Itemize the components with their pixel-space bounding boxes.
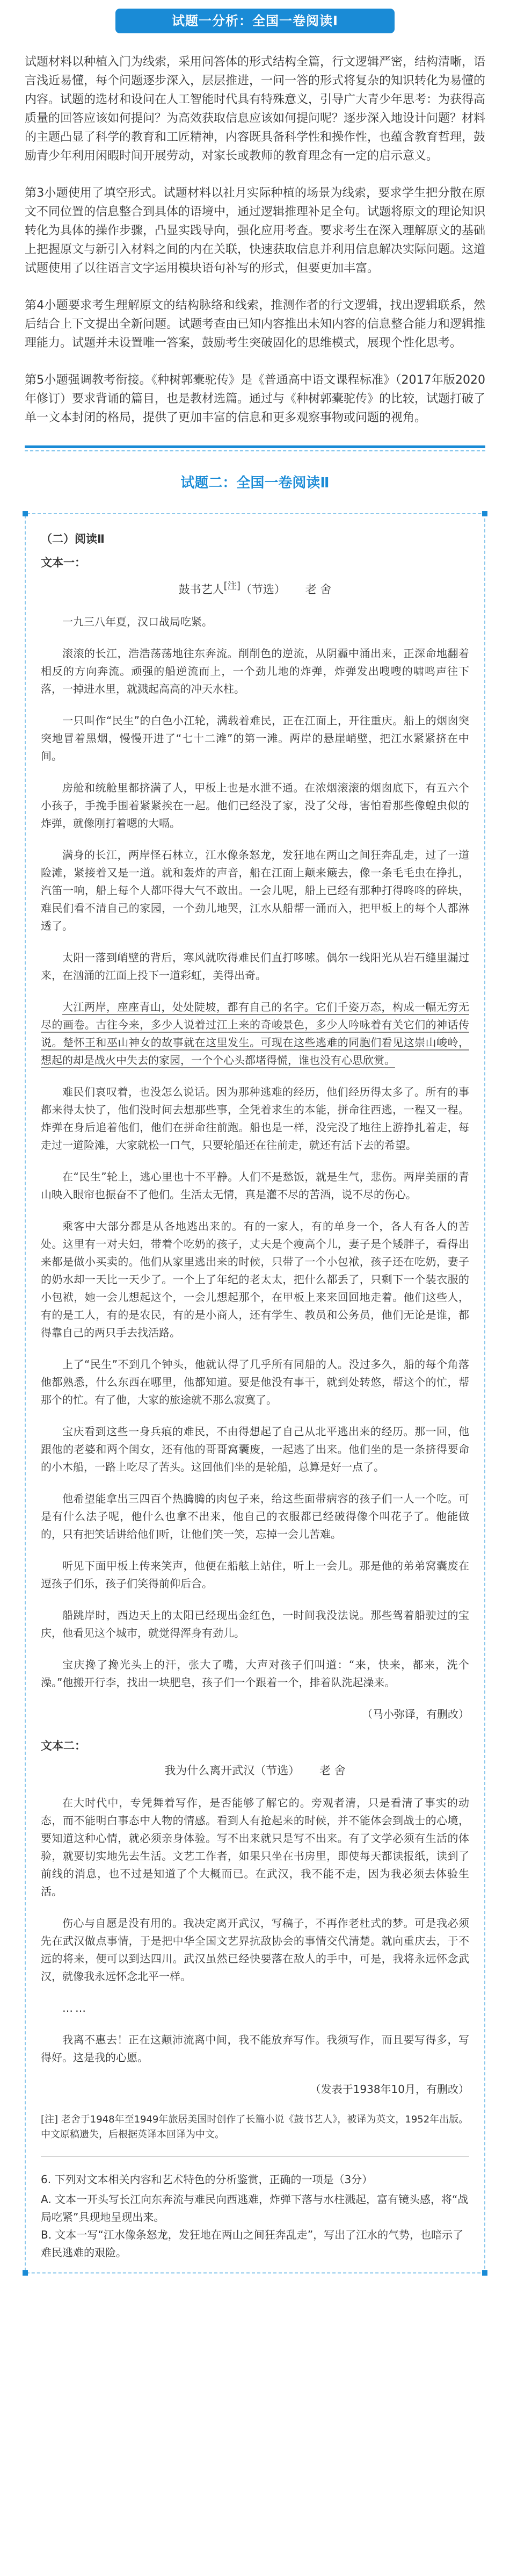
text1-paragraph: 船跳岸时，西边天上的太阳已经现出金红色，一时间我没法说。那些驾着船驶过的宝庆，他看见这个城市，就觉得浑身有劲儿。	[41, 1609, 469, 1639]
text2-title	[41, 1762, 469, 1778]
reading-passage-card	[25, 513, 485, 2273]
text1-paragraph: 他希望能拿出三四百个热腾腾的肉包子来，给这些面带病容的孩子们一人一个吃。可是有什么法子呢，他什么也拿不出来，他自己的衣服都已经破得像个叫花子了。他能做的，只有把笑话讲给他们听，让他们笑一笑，忘掉一会儿苦难。	[41, 1492, 469, 1541]
analysis-text	[25, 53, 485, 427]
divider-line	[41, 2156, 469, 2157]
text2-body	[41, 1794, 469, 2098]
text1-paragraph: 滚滚的长江，浩浩荡荡地往东奔流。削削色的逆流，从阴霾中涌出来，正深命地翻着相反的方向奔流。顽强的船逆流而上，一个劲儿地的炸弹，炸弹发出嗖嗖的啸鸣声往下落，一掉进水里，就溅起高高的冲天水柱。	[41, 647, 469, 695]
text1-author: 老 舍	[305, 583, 332, 596]
text1-paragraph: 太阳一落到峭壁的背后，寒风就吹得难民们直打哆嗦。偶尔一线阳光从岩石缝里漏过来，在汹涌的江面上投下一道彩虹，美得出奇。	[41, 951, 469, 982]
text1-paragraph: 听见下面甲板上传来笑声，他便在船舷上站住，听上一会儿。那是他的弟弟窝囊废在逗孩子们乐，孩子们笑得前仰后合。	[41, 1559, 469, 1590]
analysis-paragraph-2: 第3小题使用了填空形式。试题材料以社月实际种植的场景为线索，要求学生把分散在原文不同位置的信息整合到具体的语境中，通过逻辑推理补足全句。试题将原文的理论知识转化为具体的操作步骤，凸显实践导向，强化应用考查。要求考生在深入理解原文的基础上把握原文与新引入材料之间的内在关联，快速获取信息并利用信息解决实际问题。这道试题使用了以往语言文字运用模块语句补写的形式，但要更加丰富。	[25, 186, 486, 275]
section1-banner: 试题一分析：全国一卷阅读Ⅰ	[115, 9, 395, 33]
analysis-paragraph-1: 试题材料以种植入门为线索，采用问答体的形式结构全篇，行文逻辑严密，结构清晰，语言浅近易懂，每个问题逐步深入，层层推进，一问一答的形式将复杂的知识转化为易懂的内容。试题的选材和设问在人工智能时代具有特殊意义，引导广大青少年思考：为获得高质量的回答应该如何提问？为高效获取信息应该如何提问呢？逐步深入地设计问题？材料的主题凸显了科学的教育和工匠精神，内容既具备科学性和操作性，也蕴含教育哲理，鼓励青少年利用闲暇时间开展劳动，对家长或教师的教育理念有一定的启示意义。	[25, 55, 486, 163]
text1-paragraph: 上了“民生”不到几个钟头，他就认得了几乎所有同船的人。没过多久，船的每个角落他都熟悉，什么东西在哪里，他都知道。要是他没有事干，就到处转悠，帮这个的忙，帮那个的忙。有了他，大家的旅途就不那么寂寞了。	[41, 1358, 469, 1406]
text1-title	[41, 579, 469, 597]
reading-section-heading: （二）阅读Ⅱ	[41, 533, 105, 545]
corner-marker	[482, 511, 487, 516]
text1-paragraph: 一九三八年夏，汉口战局吃紧。	[62, 615, 213, 628]
text2-title-main: 我为什么离开武汉（节选）	[164, 1764, 300, 1777]
text2-paragraph: 我离不惠去！正在这颠沛流离中间，我不能放弃写作。我须写作，而且要写得多，写得好。这是我的心愿。	[41, 2033, 469, 2064]
text2-paragraph: 伤心与自愿是没有用的。我决定离开武汉，写稿子，不再作老杜式的梦。可是我必须先在武汉做点事情，于是把中华全国文艺界抗敌协会的事情交代清楚。就向重庆去，于不远的将来，便可以到达四川。武汉虽然已经快要落在敌人的手中，可是，我将永远怀念武汉，就像我永远怀念北平一样。	[41, 1917, 469, 1983]
corner-marker	[23, 2270, 28, 2276]
option-b: B. 文本一写“江水像条怒龙，发狂地在两山之间狂奔乱走”，写出了江水的气势，也暗示了难民逃难的艰险。	[41, 2228, 464, 2259]
analysis-paragraph-3: 第4小题要求考生理解原文的结构脉络和线索，推测作者的行文逻辑，找出逻辑联系，然后结合上下文提出全新问题。试题考查由已知内容推出未知内容的信息整合能力和逻辑推理能力。试题并未设置唯一答案，鼓励考生突破固化的思维模式，展现个性化思考。	[25, 299, 486, 350]
text1-excerpt: （节选）	[240, 583, 286, 596]
text2-date: （发表于1938年10月，有删改）	[310, 2083, 469, 2096]
text1-note-ref: [注]	[223, 581, 241, 592]
text1-body	[41, 613, 469, 1723]
option-a: A. 文本一开头写长江向东奔流与难民向西逃难，炸弹下落与水柱溅起，富有镜头感，将“战局吃紧”具现地呈现出来。	[41, 2193, 469, 2224]
corner-marker	[23, 511, 28, 516]
text2-paragraph: 在大时代中，专凭舞着写作，是否能够了解它的。旁观者清，只是看清了事实的动态，而不能明白事态中人物的情感。看到人有抢起来的时候，并不能体会到战士的心境，要知道这种心情，就必须亲身体验。写不出来就只是写不出来。有了文学必须有生活的体验，就要切实地先去生活。文艺工作者，如果只坐在书房里，即使每天都读报纸，读到了前线的消息，也不过是知道了个大概而已。在武汉，我不能不走，因为我必须去体验生活。	[41, 1796, 469, 1898]
question-6: 6. 下列对文本相关内容和艺术特色的分析鉴赏，正确的一项是（3分）	[41, 2173, 373, 2186]
footnote: [注] 老舍于1948年至1949年旅居美国时创作了长篇小说《鼓书艺人》，被译为英文，1952年出版。中文原稿遗失，后根据英译本回译为中文。	[41, 2114, 469, 2140]
text1-paragraph: 宝庆看到这些一身兵痕的难民，不由得想起了自己从北平逃出来的经历。那一回，他跟他的老婆和两个闺女，还有他的哥哥窝囊废，一起逃了出来。他们坐的是一条挤得要命的小木船，一路上吃尽了苦头。这回他们坐的是轮船，总算是好一点了。	[41, 1425, 469, 1473]
corner-marker	[482, 2270, 487, 2276]
section-divider	[25, 445, 485, 448]
text1-paragraph: 难民们哀叹着，也没怎么说话。因为那种逃难的经历，他们经历得太多了。所有的事都来得太快了，他们没时间去想那些事，全凭着求生的本能，拼命往西逃，一程又一程。炸弹在身后追着他们，他们在拼命往前跑。船也是一样，没完没了地往上游挣扎着走，每走过一道险滩，大家就松一口气，只要轮船还在往前走，就还有活下去的希望。	[41, 1085, 469, 1152]
text1-source: （马小弥译，有删改）	[362, 1708, 469, 1721]
text1-paragraph: 乘客中大部分都是从各地逃出来的。有的一家人，有的单身一个，各人有各人的苦处。这里有一对夫妇，带着个吃奶的孩子，丈夫是个瘦高个儿，妻子是个矮胖子，看得出来都是做小买卖的。他们从家里逃出来的时候，只带了一个小包袱，孩子还在吃奶，妻子的奶水却一天比一天少了。一个上了年纪的老太太，把什么都丢了，只剩下一个装衣服的小包袱，她一会儿想起这个，一会儿想起那个，在甲板上来来回回地走着。他们这些人，有的是工人，有的是农民，有的是小商人，还有学生、教员和公务员，他们无论是谁，都得靠自己的两只手去找活路。	[41, 1220, 469, 1339]
text1-title-main: 鼓书艺人	[178, 583, 224, 596]
text2-author: 老 舍	[319, 1764, 346, 1777]
text1-paragraph: 在“民生”轮上，逃心里也十不平静。人们不是愁饭，就是生气，悲伤。两岸美丽的青山映入眼帘也振奋不了他们。生活太无情，真是灌不尽的苦酒，说不尽的伤心。	[41, 1170, 469, 1201]
text1-paragraph: 满身的长江，两岸怪石林立，江水像条怒龙，发狂地在两山之间狂奔乱走，过了一道险滩，紧接着又是一道。就和轰炸的声音，船在江面上颠来簸去，像一条毛毛虫在挣扎，汽笛一响，船上每个人都吓得大气不敢出。一会儿呢，船上已经有那种打得咚咚的碎块，难民们看不清自己的家园，一个劲儿地哭，江水从船帮一涌而入，把甲板上的每个人都淋透了。	[41, 848, 469, 932]
text1-paragraph: 房舱和统舱里都挤满了人，甲板上也是水泄不通。在浓烟滚滚的烟囱底下，有五六个小孩子，手挽手围着紧紧挨在一起。他们已经没了家，没了父母，害怕看那些像蝗虫似的炸弹，就像刚打着嗯的大嗝。	[41, 781, 469, 830]
text1-paragraph: 一只叫作“民生”的白色小江轮，满载着难民，正在江面上，开往重庆。船上的烟囱突突地冒着黑烟，慢慢开进了“七十二滩”的第一滩。两岸的悬崖峭壁，把江水紧紧挤在中间。	[41, 714, 469, 762]
analysis-paragraph-4: 第5小题强调教考衔接。《种树郭橐驼传》是《普通高中语文课程标准》（2017年版2020年修订）要求背诵的篇目，也是教材选篇。通过与《种树郭橐驼传》的比较，试题打破了单一文本封闭的格局，提供了更加丰富的信息和更多观察事物或问题的视角。	[25, 373, 486, 424]
text2-ellipsis: ……	[62, 2002, 88, 2014]
text1-paragraph-underlined: 大江两岸，座座青山，处处陡坡，都有自己的名字。它们千姿万态，构成一幅无穷无尽的画卷。古往今来，多少人说着过江上来的奇峻景色，多少人吟咏着有关它们的神话传说。楚怀王和巫山神女的故事就在这里发生。可现在这些逃难的同胞们看见这崇山峻岭，想起的却是战火中失去的家园，一个个心头都堵得慌，谁也没有心思欣赏。	[41, 1001, 469, 1067]
text2-label: 文本二：	[41, 1739, 86, 1752]
text1-label: 文本一：	[41, 556, 86, 569]
page	[0, 9, 510, 2273]
section2-title: 试题二：全国一卷阅读Ⅱ	[180, 475, 330, 491]
text1-paragraph: 宝庆搀了搀光头上的汗，张大了嘴，大声对孩子们叫道：“来，快来，都来，洗个澡。”他搬开行李，找出一块肥皂，孩子们一个跟着一个，排着队洗起澡来。	[41, 1658, 469, 1689]
